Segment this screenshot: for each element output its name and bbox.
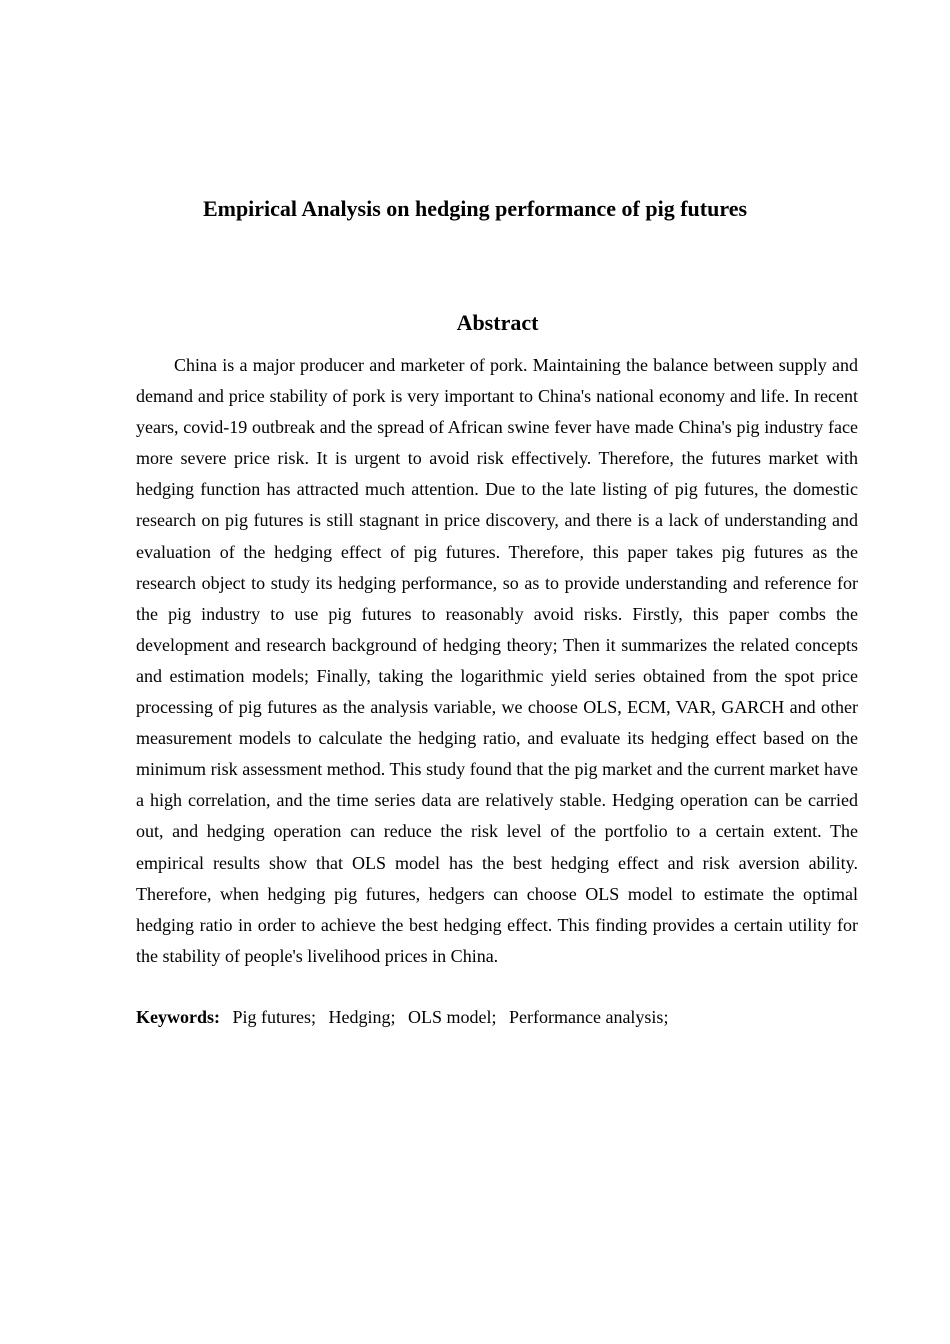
keywords-label: Keywords: <box>136 1007 220 1027</box>
abstract-heading: Abstract <box>456 310 539 335</box>
abstract-body: China is a major producer and marketer of pork. Maintaining the balance between supply and demand and price stability of pork is very important to China's national economy and life. In recent years, covid-19 outbreak and the spread of African swine fever have made China's pig industry face more severe price risk. It is urgent to avoid risk effectively. Therefore, the futures market with hedging function has attracted much attention. Due to the late listing of pig futures, the domestic research on pig futures is still stagnant in price discovery, and there is a lack of understanding and evaluation of the hedging effect of pig futures. Therefore, this paper takes pig futures as the research object to study its hedging performance, so as to provide understanding and reference for the pig industry to use pig futures to reasonably avoid risks. Firstly, this paper combs the development and research background of hedging theory; Then it summarizes the related concepts and estimation models; Finally, taking the logarithmic yield series obtained from the spot price processing of pig futures as the analysis variable, we choose OLS, ECM, VAR, GARCH and other measurement models to calculate the hedging ratio, and evaluate its hedging effect based on the minimum risk assessment method. This study found that the pig market and the current market have a high correlation, and the time series data are relatively stable. Hedging operation can be carried out, and hedging operation can reduce the risk level of the portfolio to a certain extent. The empirical results show that OLS model has the best hedging effect and risk aversion ability. Therefore, when hedging pig futures, hedgers can choose OLS model to estimate the optimal hedging ratio in order to achieve the best hedging effect. This finding provides a certain utility for the stability of people's livelihood prices in China. <box>136 355 858 966</box>
keyword-item: Performance analysis; <box>509 1007 669 1027</box>
keyword-item: Pig futures; <box>232 1007 316 1027</box>
keywords-line <box>136 1002 858 1033</box>
keyword-item: Hedging; <box>328 1007 396 1027</box>
paper-title: Empirical Analysis on hedging performance of pig futures <box>202 196 748 221</box>
keyword-item: OLS model; <box>408 1007 497 1027</box>
